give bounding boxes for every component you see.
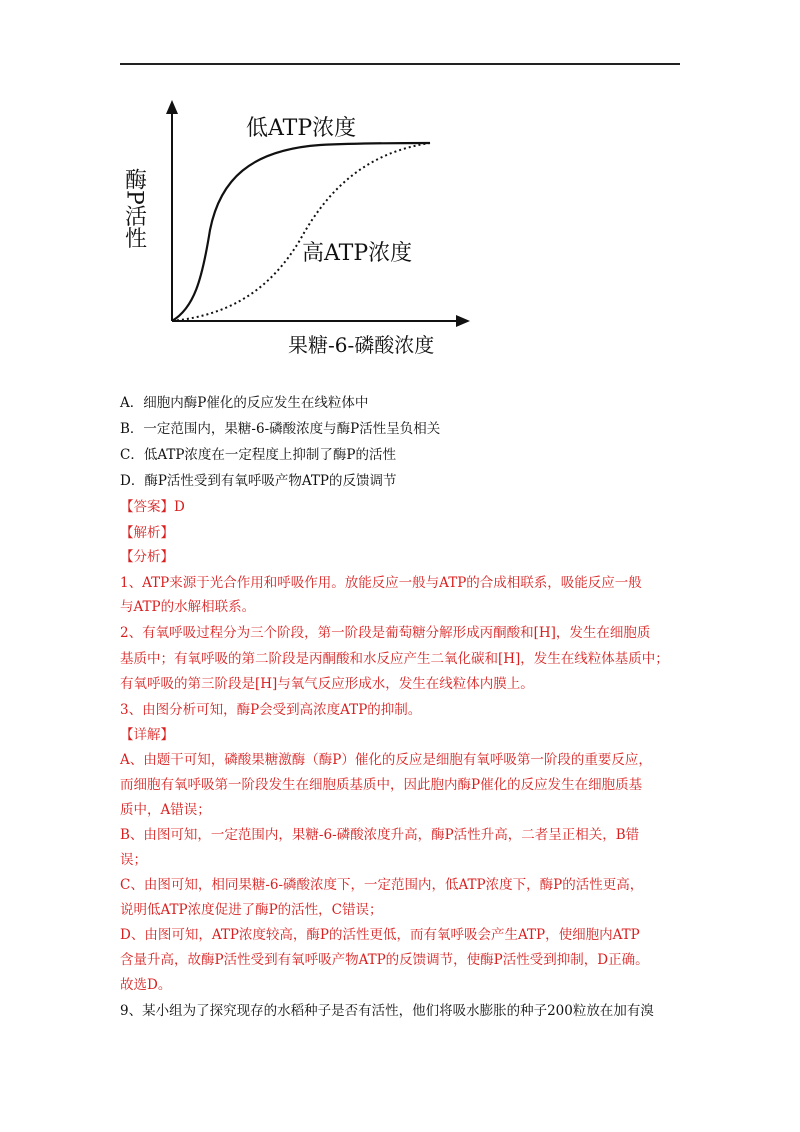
detail-line: 而细胞有氧呼吸第一阶段发生在细胞质基质中，因此胞内酶P催化的反应发生在细胞质基 [120, 777, 643, 793]
analysis-line: 2、有氧呼吸过程分为三个阶段，第一阶段是葡萄糖分解形成丙酮酸和[H]，发生在细胞质 [120, 625, 651, 641]
analysis-line: 1、ATP来源于光合作用和呼吸作用。放能反应一般与ATP的合成相联系，吸能反应一般 [120, 575, 642, 591]
detail-line: C、由图可知，相同果糖-6-磷酸浓度下，一定范围内，低ATP浓度下，酶P的活性更高， [120, 877, 644, 893]
detail-line: D、由图可知，ATP浓度较高，酶P的活性更低，而有氧呼吸会产生ATP，使细胞内ATP [120, 927, 640, 943]
fenxi-header: 【分析】 [120, 549, 174, 565]
analysis-line: 有氧呼吸的第三阶段是[H]与氧气反应形成水，发生在线粒体内膜上。 [120, 676, 534, 692]
analysis-line: 与ATP的水解相联系。 [120, 599, 256, 615]
x-axis-arrow [456, 315, 470, 327]
next-question: 9、某小组为了探究现存的水稻种子是否有活性，他们将吸水膨胀的种子200粒放在加有溴 [120, 1003, 654, 1019]
x-axis-label: 果糖-6-磷酸浓度 [288, 333, 435, 357]
detail-line: B、由图可知，一定范围内，果糖-6-磷酸浓度升高，酶P活性升高，二者呈正相关，B错 [120, 827, 640, 843]
analysis-line: 3、由图分析可知，酶P会受到高浓度ATP的抑制。 [120, 702, 422, 718]
jiexi-header: 【解析】 [120, 525, 174, 541]
detail-line: 误； [120, 852, 147, 868]
detail-line: 含量升高，故酶P活性受到有氧呼吸产物ATP的反馈调节，使酶P活性受到抑制，D正确。 [120, 952, 649, 968]
answer-line: 【答案】D [120, 499, 185, 515]
analysis-line: 基质中；有氧呼吸的第二阶段是丙酮酸和水反应产生二氧化碳和[H]，发生在线粒体基质中； [120, 651, 669, 667]
detail-line: 说明低ATP浓度促进了酶P的活性，C错误； [120, 902, 383, 918]
curve-diagram [120, 90, 480, 370]
option-d: D．酶P活性受到有氧呼吸产物ATP的反馈调节 [120, 473, 397, 489]
option-b: B．一定范围内，果糖-6-磷酸浓度与酶P活性呈负相关 [120, 421, 441, 437]
option-c: C．低ATP浓度在一定程度上抑制了酶P的活性 [120, 447, 397, 463]
detail-line: 质中，A错误； [120, 802, 211, 818]
high-atp-label: 高ATP浓度 [302, 241, 413, 266]
y-axis-arrow [166, 100, 178, 114]
low-atp-curve [172, 143, 430, 321]
low-atp-label: 低ATP浓度 [246, 116, 357, 141]
y-axis-label: 酶P活性 [121, 168, 147, 249]
option-a: A．细胞内酶P催化的反应发生在线粒体中 [120, 395, 369, 411]
enzyme-activity-figure [120, 90, 480, 370]
header-rule [120, 63, 680, 65]
xiangjie-header: 【详解】 [120, 727, 174, 743]
detail-line: 故选D。 [120, 977, 172, 993]
detail-line: A、由题干可知，磷酸果糖激酶（酶P）催化的反应是细胞有氧呼吸第一阶段的重要反应， [120, 752, 652, 768]
